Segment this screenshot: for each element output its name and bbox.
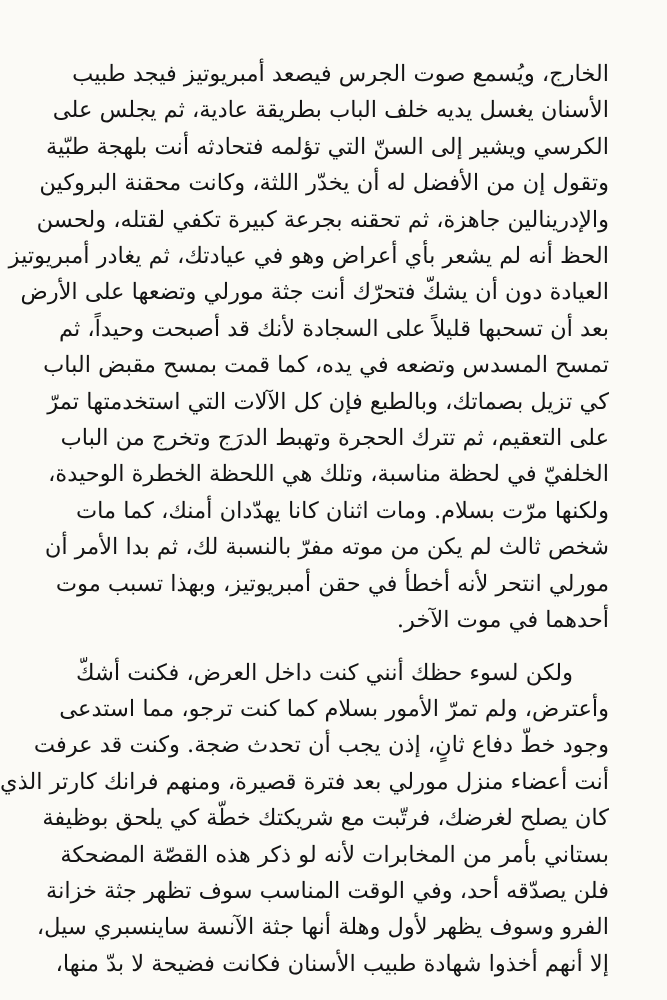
text-line: بستاني بأمر من المخابرات لأنه لو ذكر هذه القصّة المضحكة [60, 841, 609, 868]
paragraph-1 [8, 56, 609, 639]
text-line: الكرسي ويشير إلى السنّ التي تؤلمه فتحادثه أنت بلهجة طبّية [45, 133, 609, 160]
text-line: ولكن لسوء حظك أنني كنت داخل العرض، فكنت أشكّ [76, 659, 573, 686]
text-line: والإدرينالين جاهزة، ثم تحقنه بجرعة كبيرة تكفي لقتله، ولحسن [36, 206, 609, 233]
text-line: الفرو وسوف يظهر لأول وهلة أنها جثة الآنسة ساينسبري سيل، [36, 914, 609, 941]
text-line: على التعقيم، ثم تترك الحجرة وتهبط الدرَج وتخرج من الباب [60, 425, 609, 452]
text-line: أحدهما في موت الآخر. [396, 607, 609, 634]
text-line: إلا أنهم أخذوا شهادة طبيب الأسنان فكانت فضيحة لا بدّ منها، [55, 950, 609, 977]
text-line: شخص ثالث لم يكن من موته مفرّ بالنسبة لك، ثم بدا الأمر أن [44, 534, 609, 561]
text-line: الخلفيّ في لحظة مناسبة، وتلك هي اللحظة الخطرة الوحيدة، [48, 461, 609, 488]
text-line: أنت أعضاء منزل مورلي بعد فترة قصيرة، ومنهم فرانك كارتر الذي [0, 768, 609, 795]
text-line: كي تزيل بصماتك، وبالطبع فإن كل الآلات التي استخدمتها تمرّ [47, 388, 609, 415]
text-line: فلن يصدّقه أحد، وفي الوقت المناسب سوف تظهر جثة خزانة [46, 877, 609, 904]
text-line: كان يصلح لغرضك، فرتّبت مع شريكتك خطّة كي يلحق بوظيفة [42, 805, 609, 832]
text-line: مورلي انتحر لأنه أخطأ في حقن أمبريوتيز، وبهذا تسبب موت [55, 570, 609, 597]
text-line: الأسنان يغسل يديه خلف الباب بطريقة عادية، ثم يجلس على [52, 97, 609, 124]
text-line: وجود خطّ دفاع ثانٍ، إذن يجب أن تحدث ضجة. وكنت قد عرفت [33, 732, 609, 759]
text-line: تمسح المسدس وتضعه في يده، كما قمت بمسح مقبض الباب [43, 352, 609, 379]
paragraph-2 [0, 655, 609, 983]
text-line: بعد أن تسحبها قليلاً على السجادة لأنك قد أصبحت وحيداً، ثم [58, 315, 609, 342]
text-line: الخارج، ويُسمع صوت الجرس فيصعد أمبريوتيز فيجد طبيب [72, 61, 609, 87]
text-line: ولكنها مرّت بسلام. ومات اثنان كانا يهدّدان أمنك، كما مات [76, 497, 609, 524]
text-line: وأعترض، ولم تمرّ الأمور بسلام كما كنت ترجو، مما استدعى [59, 695, 609, 722]
text-line: العيادة دون أن يشكّ فتحرّك أنت جثة مورلي وتضعها على الأرض [20, 279, 609, 306]
text-line: الحظ أنه لم يشعر بأي أعراض وهو في عيادتك، ثم يغادر أمبريوتيز [8, 243, 609, 270]
text-line: وتقول إن من الأفضل له أن يخدّر اللثة، وكانت محقنة البروكين [39, 170, 609, 197]
